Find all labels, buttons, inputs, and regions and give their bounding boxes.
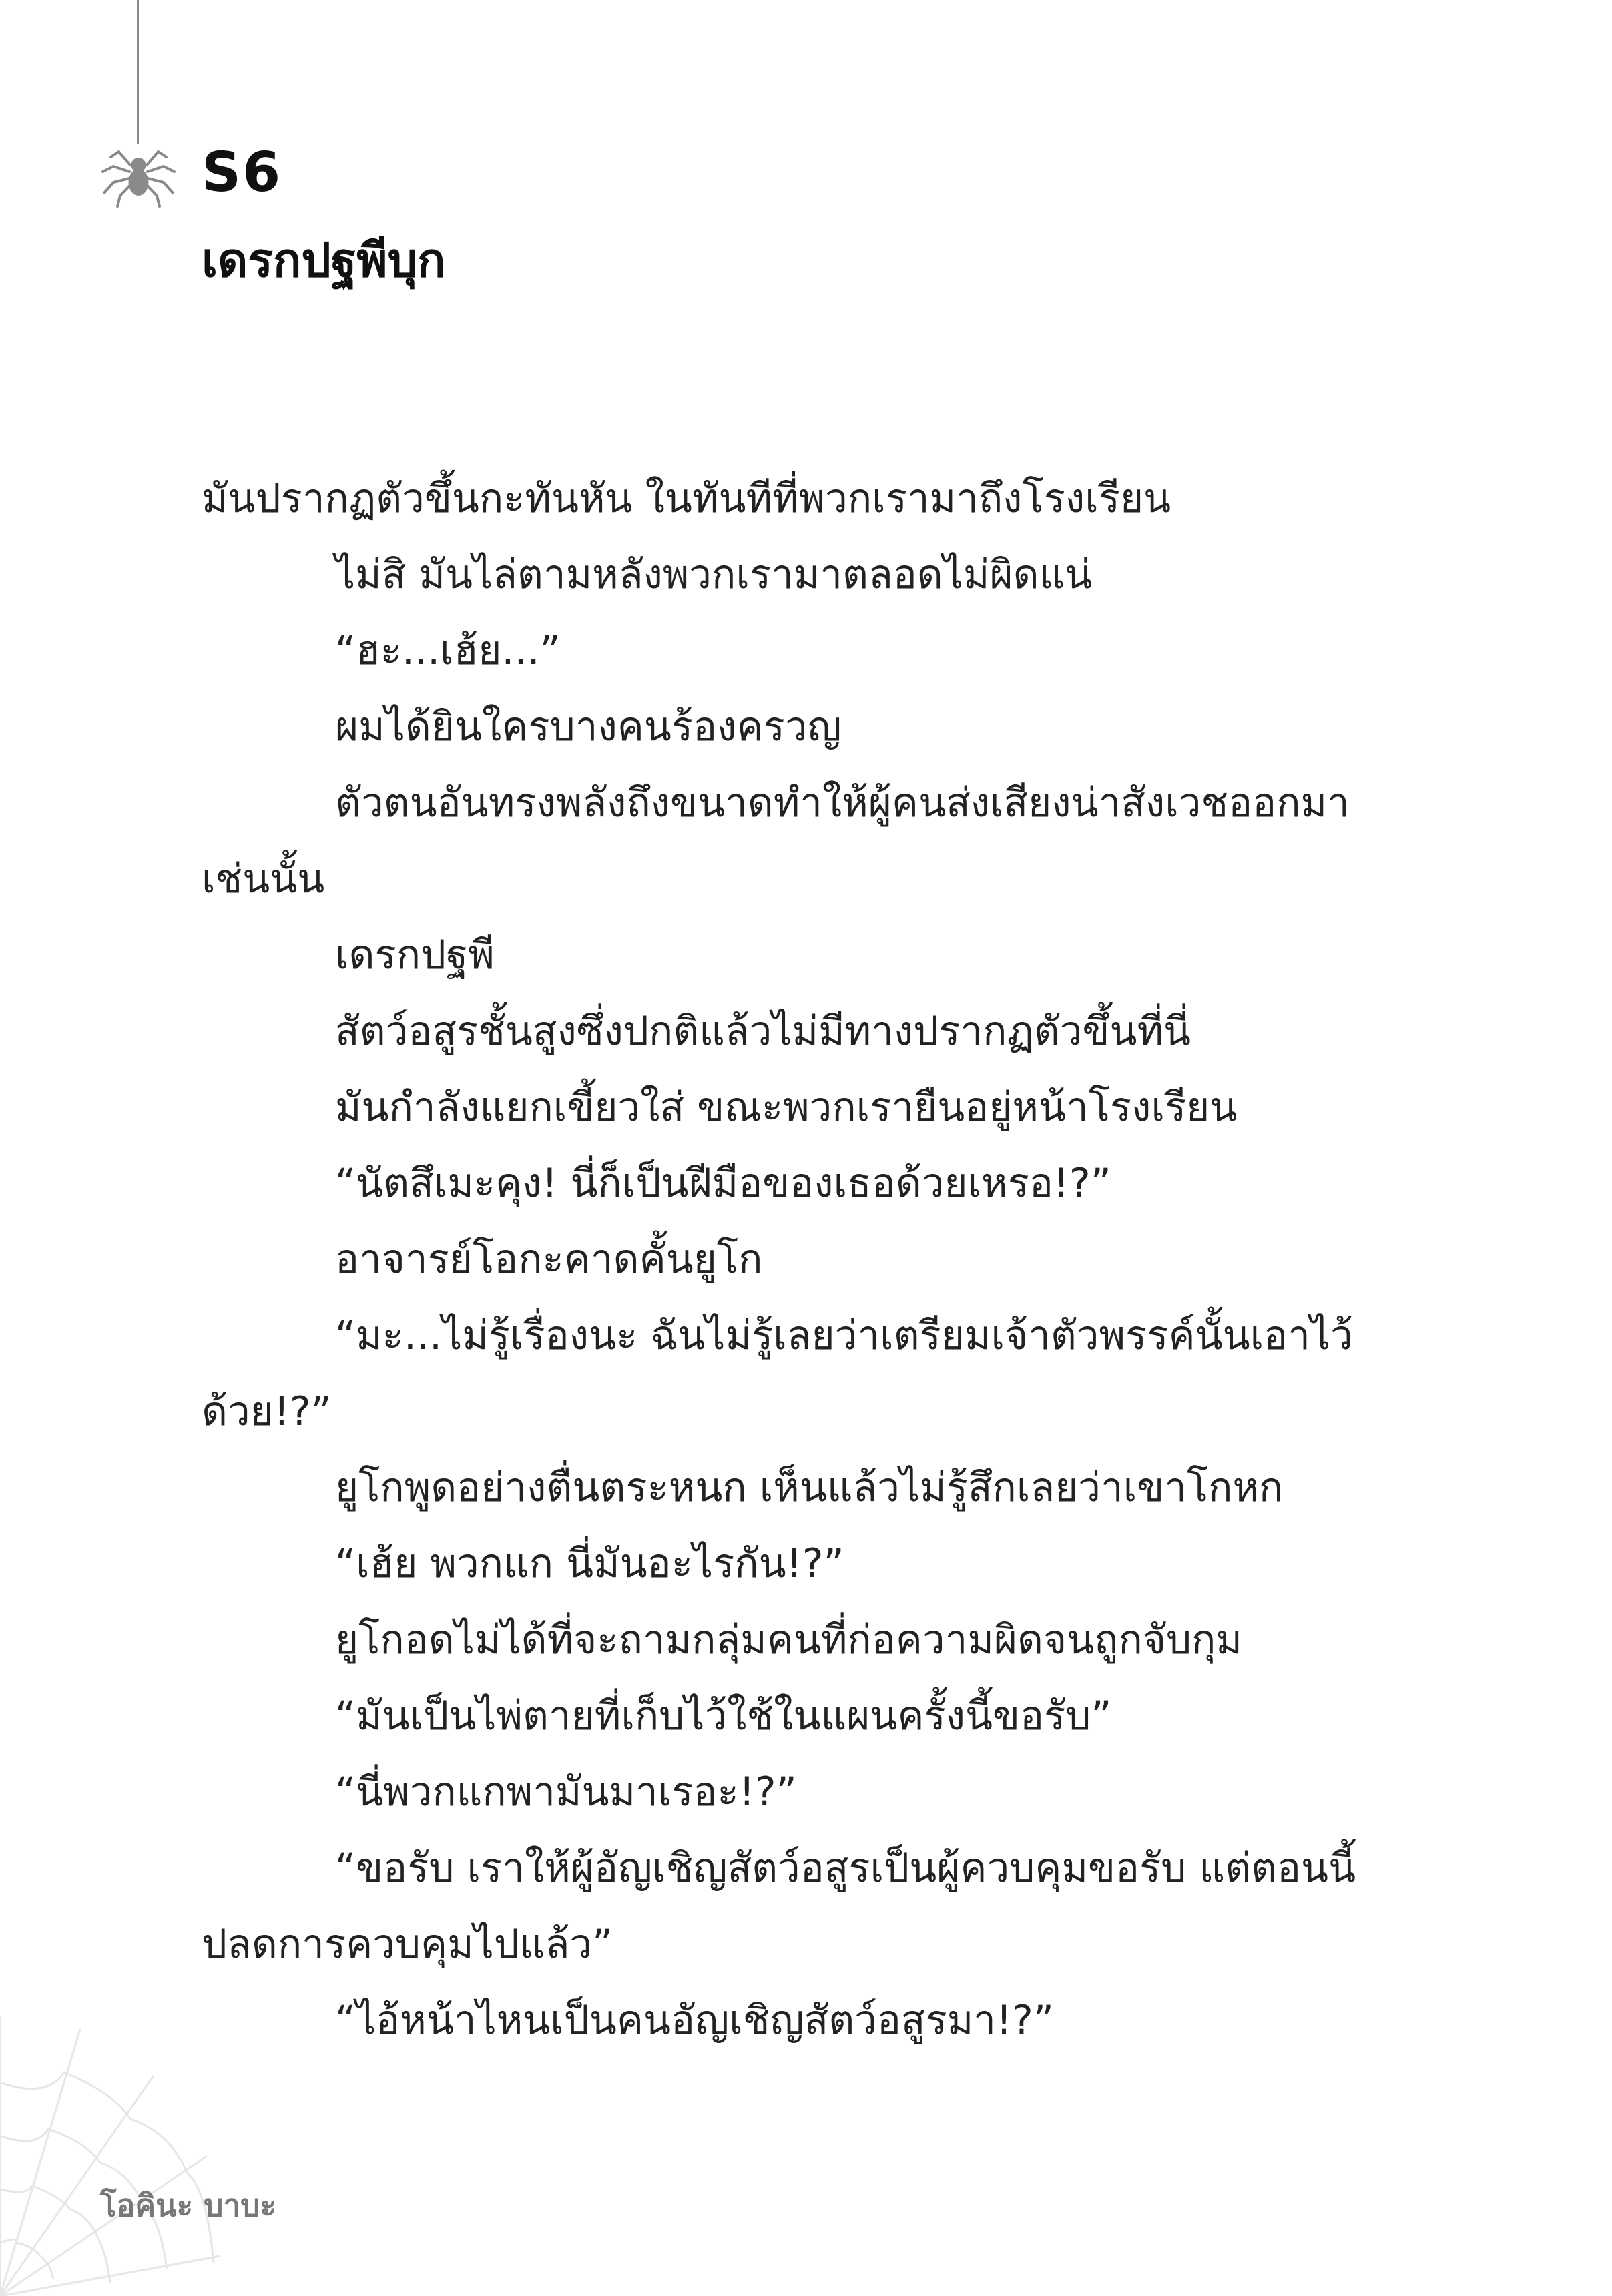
spider-icon bbox=[100, 137, 177, 210]
paragraph-line: “ฮะ...เฮ้ย...” bbox=[335, 627, 561, 674]
paragraph-line: ตัวตนอันทรงพลังถึงขนาดทำให้ผู้คนส่งเสียงน่าสังเวชออกมา bbox=[335, 780, 1350, 826]
chapter-title: เดรกปฐพีบุก bbox=[202, 233, 446, 288]
paragraph-line: เช่นนั้น bbox=[202, 856, 325, 902]
paragraph-line: ไม่สิ มันไล่ตามหลังพวกเรามาตลอดไม่ผิดแน่ bbox=[335, 551, 1093, 598]
paragraph-line: มันกำลังแยกเขี้ยวใส่ ขณะพวกเรายืนอยู่หน้าโรงเรียน bbox=[335, 1084, 1238, 1131]
footer-author: โอคินะ บาบะ bbox=[100, 2187, 277, 2223]
paragraph-line: ด้วย!?” bbox=[202, 1388, 332, 1435]
body-text bbox=[202, 461, 1410, 2058]
paragraph-line: ปลดการควบคุมไปแล้ว” bbox=[202, 1921, 613, 1968]
paragraph-line: ยูโกอดไม่ได้ที่จะถามกลุ่มคนที่ก่อความผิดจนถูกจับกุม bbox=[335, 1617, 1242, 1663]
paragraph-line: “มะ...ไม่รู้เรื่องนะ ฉันไม่รู้เลยว่าเตรียมเจ้าตัวพรรค์นั้นเอาไว้ bbox=[335, 1312, 1353, 1359]
spider-web-icon bbox=[0, 2016, 220, 2296]
paragraph-line: “ไอ้หน้าไหนเป็นคนอัญเชิญสัตว์อสูรมา!?” bbox=[335, 1997, 1054, 2044]
paragraph-line: “มันเป็นไพ่ตายที่เก็บไว้ใช้ในแผนครั้งนี้ขอรับ” bbox=[335, 1693, 1112, 1739]
spider-thread bbox=[137, 0, 139, 144]
paragraph-line: “เฮ้ย พวกแก นี่มันอะไรกัน!?” bbox=[335, 1540, 844, 1587]
paragraph-line: มันปรากฏตัวขึ้นกะทันหัน ในทันทีที่พวกเรามาถึงโรงเรียน bbox=[202, 475, 1171, 522]
paragraph-line: ผมได้ยินใครบางคนร้องครวญ bbox=[335, 703, 842, 750]
paragraph-line: “นัตสึเมะคุง! นี่ก็เป็นฝีมือของเธอด้วยเหรอ!?” bbox=[335, 1160, 1111, 1207]
chapter-number: S6 bbox=[202, 141, 282, 204]
paragraph-line: “ขอรับ เราให้ผู้อัญเชิญสัตว์อสูรเป็นผู้ควบคุมขอรับ แต่ตอนนี้ bbox=[335, 1845, 1356, 1892]
paragraph-line: สัตว์อสูรชั้นสูงซึ่งปกติแล้วไม่มีทางปรากฏตัวขึ้นที่นี่ bbox=[335, 1008, 1191, 1055]
paragraph-line: อาจารย์โอกะคาดคั้นยูโก bbox=[335, 1236, 763, 1283]
paragraph-line: ยูโกพูดอย่างตื่นตระหนก เห็นแล้วไม่รู้สึกเลยว่าเขาโกหก bbox=[335, 1464, 1284, 1511]
paragraph-line: “นี่พวกแกพามันมาเรอะ!?” bbox=[335, 1769, 797, 1815]
paragraph-line: เดรกปฐพี bbox=[335, 932, 495, 978]
